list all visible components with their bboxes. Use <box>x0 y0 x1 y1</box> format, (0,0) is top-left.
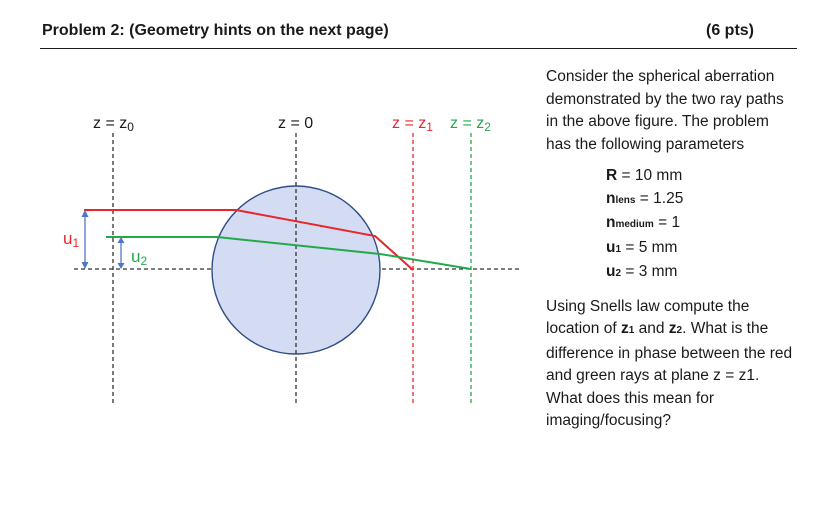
u1-height-arrow <box>82 210 89 269</box>
problem-points: (6 pts) <box>706 22 754 39</box>
param-n-medium: nmedium = 1 <box>606 214 681 231</box>
problem-title: Problem 2: (Geometry hints on the next page) <box>42 22 389 39</box>
param-n-lens: nlens = 1.25 <box>606 189 684 207</box>
label-z0: z = z0 <box>93 115 134 134</box>
label-u1: u1 <box>63 229 80 250</box>
intro-paragraph: Consider the spherical aberration demonstrated by the two ray paths in the above figure. The problem has the following parameters <box>546 68 784 153</box>
param-u2: u2 = 3 mm <box>606 263 678 280</box>
label-z1: z = z1 <box>392 115 433 134</box>
param-radius: R = 10 mm <box>606 167 683 184</box>
label-z-zero: z = 0 <box>278 115 314 132</box>
param-u1: u1 = 5 mm <box>606 238 678 256</box>
question-paragraph: Using Snells law compute the location of z1 and z2. What is the difference in phase between the red and green rays at plane z = z1. What does this mean for imaging/focusing? <box>546 297 793 429</box>
label-z2: z = z2 <box>450 115 491 134</box>
u2-height-arrow <box>118 237 125 269</box>
problem-description <box>546 66 796 433</box>
parameter-list <box>606 165 796 286</box>
label-u2: u2 <box>131 247 148 268</box>
